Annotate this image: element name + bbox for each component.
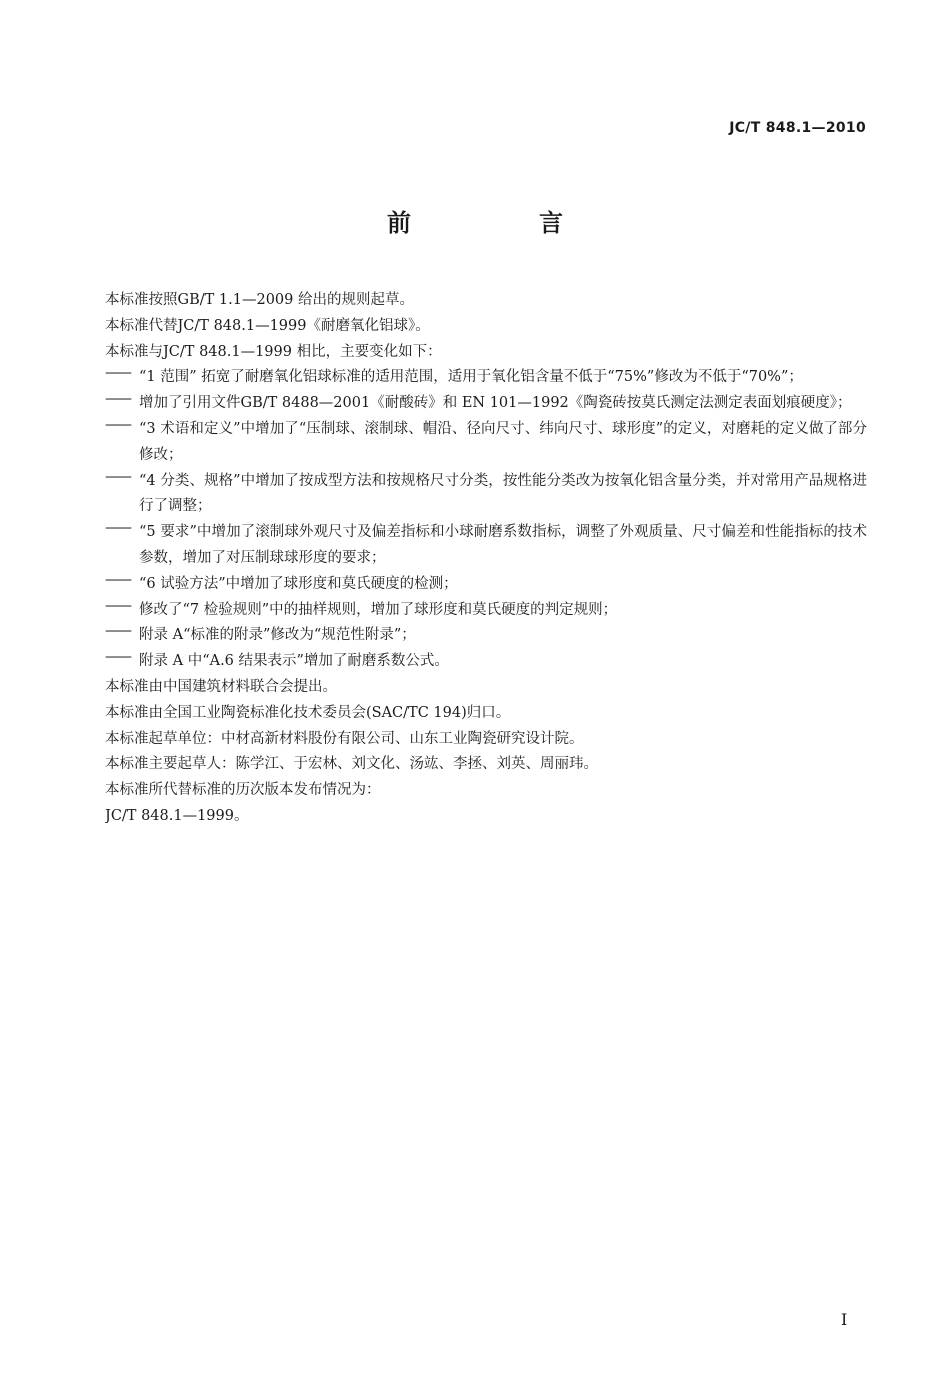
closing-line-proposed-by: 本标准由中国建筑材料联合会提出。 [105,678,337,695]
change-item-text: “6 试验方法”中增加了球形度和莫氏硬度的检测； [139,575,458,592]
closing-line-previous-edition: JC/T 848.1—1999。 [105,807,249,824]
change-item-definitions [105,417,867,469]
change-item-inspection-rules [105,598,867,624]
change-item-references [105,391,867,417]
change-item-classification [105,469,867,521]
closing-line-drafters: 本标准主要起草人：陈学江、于宏林、刘文化、汤竑、李拯、刘英、周丽玮。 [105,756,598,773]
dash-marker: —— [105,365,130,382]
standard-code: JC/T 848.1—2010 [729,120,866,136]
dash-marker: —— [105,623,130,640]
change-item-text: 附录 A 中“A.6 结果表示”增加了耐磨系数公式。 [139,653,449,670]
dash-marker: —— [105,391,130,408]
change-item-text: “1 范围” 拓宽了耐磨氧化铝球标准的适用范围，适用于氧化铝含量不低于“75%”修改为不低于“70%”； [139,369,803,386]
foreword-body [105,288,867,830]
change-item-scope [105,365,867,391]
dash-marker: —— [105,416,130,433]
change-item-annex-a-formula [105,649,867,675]
change-item-text: 增加了引用文件GB/T 8488—2001《耐酸砖》和 EN 101—1992《陶瓷砖按莫氏测定法测定表面划痕硬度》； [139,395,852,412]
change-item-test-methods [105,572,867,598]
intro-line-changes-heading: 本标准与JC/T 848.1—1999 相比，主要变化如下： [105,343,442,360]
page-title: 前 言 [387,209,615,237]
dash-marker: —— [105,520,130,537]
closing-line-history-heading: 本标准所代替标准的历次版本发布情况为： [105,782,381,799]
closing-line-committee: 本标准由全国工业陶瓷标准化技术委员会(SAC/TC 194)归口。 [105,704,511,721]
dash-marker: —— [105,649,130,666]
dash-marker: —— [105,468,130,485]
change-item-text: 修改了“7 检验规则”中的抽样规则，增加了球形度和莫氏硬度的判定规则； [139,601,618,618]
change-item-text: “5 要求”中增加了滚制球外观尺寸及偏差指标和小球耐磨系数指标，调整了外观质量、尺寸偏差和性能指标的技术参数，增加了对压制球球形度的要求； [139,524,867,566]
change-item-text: “3 术语和定义”中增加了“压制球、滚制球、帽沿、径向尺寸、纬向尺寸、球形度”的定义，对磨耗的定义做了部分修改； [139,420,867,463]
dash-marker: —— [105,571,130,588]
intro-line-drafting-rules: 本标准按照GB/T 1.1—2009 给出的规则起草。 [105,292,414,308]
change-item-text: “4 分类、规格”中增加了按成型方法和按规格尺寸分类，按性能分类改为按氧化铝含量分类，并对常用产品规格进行了调整； [139,472,867,515]
change-item-text: 附录 A“标准的附录”修改为“规范性附录”； [139,627,416,644]
closing-line-drafting-units: 本标准起草单位：中材高新材料股份有限公司、山东工业陶瓷研究设计院。 [105,730,584,747]
change-item-annex-a-type [105,623,867,649]
intro-line-replaces: 本标准代替JC/T 848.1—1999《耐磨氧化铝球》。 [105,317,430,334]
change-item-requirements [105,520,867,572]
page-number: I [841,1310,848,1329]
dash-marker: —— [105,597,130,614]
